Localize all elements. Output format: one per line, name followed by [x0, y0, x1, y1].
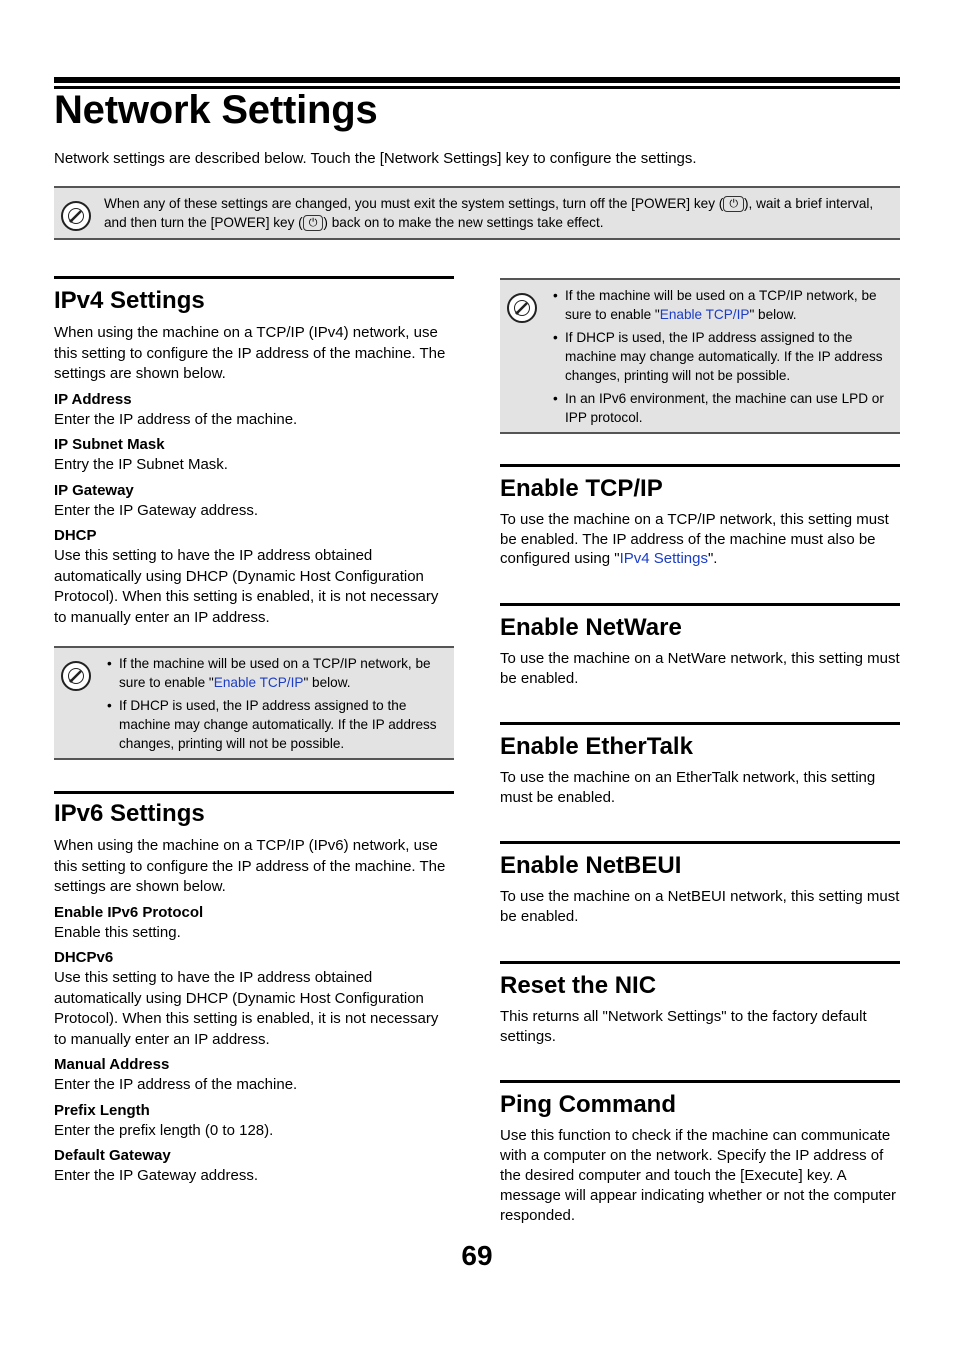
reset-section [500, 961, 900, 1046]
desc-ip-gateway: Enter the IP Gateway address. [54, 501, 259, 519]
term-dhcp: DHCP [54, 527, 97, 544]
note-pencil-icon [61, 661, 91, 691]
desc-ip-subnet-mask: Entry the IP Subnet Mask. [54, 456, 228, 473]
netware-desc: To use the machine on a NetWare network, this setting must be enabled. [500, 650, 900, 687]
netbeui-heading: Enable NetBEUI [500, 852, 682, 879]
section-rule [54, 791, 454, 794]
reset-desc: This returns all "Network Settings" to the factory default settings. [500, 1008, 867, 1045]
title-rule-top [54, 77, 900, 83]
term-dhcpv6: DHCPv6 [54, 949, 114, 966]
tcpip-heading: Enable TCP/IP [500, 475, 663, 502]
link-enable-tcpip[interactable]: Enable TCP/IP [659, 307, 750, 322]
ethertalk-heading: Enable EtherTalk [500, 733, 693, 760]
section-rule [500, 961, 900, 964]
desc-ip-address: Enter the IP address of the machine. [54, 410, 298, 428]
term-prefix-length: Prefix Length [54, 1101, 150, 1119]
page-intro: Network settings are described below. Touch the [Network Settings] key to configure the settings. [54, 150, 697, 167]
term-manual-address: Manual Address [54, 1056, 170, 1073]
term-ip-gateway: IP Gateway [54, 481, 134, 499]
ipv4-note-list [107, 654, 450, 757]
ping-desc: Use this function to check if the machine can communicate with a computer on the network. Specify the IP address of the desired computer and touch the [Execute] key. A message will appear indicating whether or not the computer responded. [500, 1127, 897, 1224]
ping-section [500, 1080, 900, 1226]
tcpip-desc: To use the machine on a TCP/IP network, this setting must be enabled. The IP address of the machine must also be configured using "IPv4 Settings". [500, 511, 889, 567]
ipv6-section [54, 791, 454, 1187]
ipv6-heading: IPv6 Settings [54, 800, 205, 827]
ipv6-desc: When using the machine on a TCP/IP (IPv6) network, use this setting to configure the IP address of the machine. The settings are shown below. [54, 837, 446, 895]
reset-heading: Reset the NIC [500, 972, 657, 999]
ipv4-desc: When using the machine on a TCP/IP (IPv4) network, use this setting to configure the IP address of the machine. The settings are shown below. [54, 324, 446, 382]
note-pencil-icon [507, 293, 537, 323]
list-item: • If the machine will be used on a TCP/IP network, be sure to enable "Enable TCP/IP" below. [553, 286, 896, 324]
term-default-gateway: Default Gateway [54, 1147, 171, 1164]
ethertalk-section [500, 722, 900, 807]
power-key-icon: ⏻ [723, 196, 744, 212]
section-rule [500, 1080, 900, 1083]
section-rule [500, 841, 900, 844]
section-rule [500, 603, 900, 606]
power-key-icon: ⏻ [303, 215, 324, 231]
top-note-text: When any of these settings are changed, you must exit the system settings, turn off the [POWER] key ( ⏻ ), wait a brief interval, and then turn the [POWER] key ( ⏻ ) back on to make the new settings take effect. [104, 196, 874, 230]
section-rule [54, 276, 454, 279]
ipv4-section [54, 276, 454, 628]
netware-section [500, 603, 900, 688]
term-ip-address: IP Address [54, 390, 132, 408]
note-pencil-icon [61, 201, 91, 231]
netware-heading: Enable NetWare [500, 614, 682, 641]
top-note [54, 186, 900, 240]
netbeui-section [500, 841, 900, 926]
list-item: • In an IPv6 environment, the machine can use LPD or IPP protocol. [553, 389, 896, 427]
desc-default-gateway: Enter the IP Gateway address. [54, 1167, 259, 1184]
desc-manual-address: Enter the IP address of the machine. [54, 1076, 298, 1093]
netbeui-desc: To use the machine on a NetBEUI network, this setting must be enabled. [500, 888, 900, 925]
term-ip-subnet-mask: IP Subnet Mask [54, 436, 165, 453]
ipv4-note [54, 646, 454, 760]
tcpip-section [500, 464, 900, 569]
term-enable-ipv6: Enable IPv6 Protocol [54, 903, 204, 921]
link-ipv4-settings[interactable]: IPv4 Settings [619, 550, 708, 567]
desc-prefix-length: Enter the prefix length (0 to 128). [54, 1121, 274, 1139]
section-rule [500, 722, 900, 725]
ethertalk-desc: To use the machine on an EtherTalk network, this setting must be enabled. [500, 769, 876, 806]
page-number: 69 [461, 1240, 493, 1271]
desc-enable-ipv6: Enable this setting. [54, 923, 181, 941]
ipv4-heading: IPv4 Settings [54, 287, 205, 314]
right-note [500, 278, 900, 434]
list-item: • If DHCP is used, the IP address assigned to the machine may change automatically. If the IP address changes, printing will not be possible. [553, 328, 896, 385]
desc-dhcp: Use this setting to have the IP address obtained automatically using DHCP (Dynamic Host Configuration Protocol). When this setting is enabled, it is not necessary to manually enter an IP address. [54, 547, 439, 626]
page-title: Network Settings [54, 88, 378, 132]
ping-heading: Ping Command [500, 1091, 677, 1118]
list-item: • If DHCP is used, the IP address assigned to the machine may change automatically. If the IP address changes, printing will not be possible. [107, 696, 450, 753]
list-item: • If the machine will be used on a TCP/IP network, be sure to enable "Enable TCP/IP" below. [107, 654, 450, 692]
link-enable-tcpip[interactable]: Enable TCP/IP [213, 675, 304, 690]
desc-dhcpv6: Use this setting to have the IP address obtained automatically using DHCP (Dynamic Host Configuration Protocol). When this setting is enabled, it is not necessary to manually enter an IP address. [54, 969, 439, 1048]
section-rule [500, 464, 900, 467]
right-note-list [553, 286, 896, 431]
